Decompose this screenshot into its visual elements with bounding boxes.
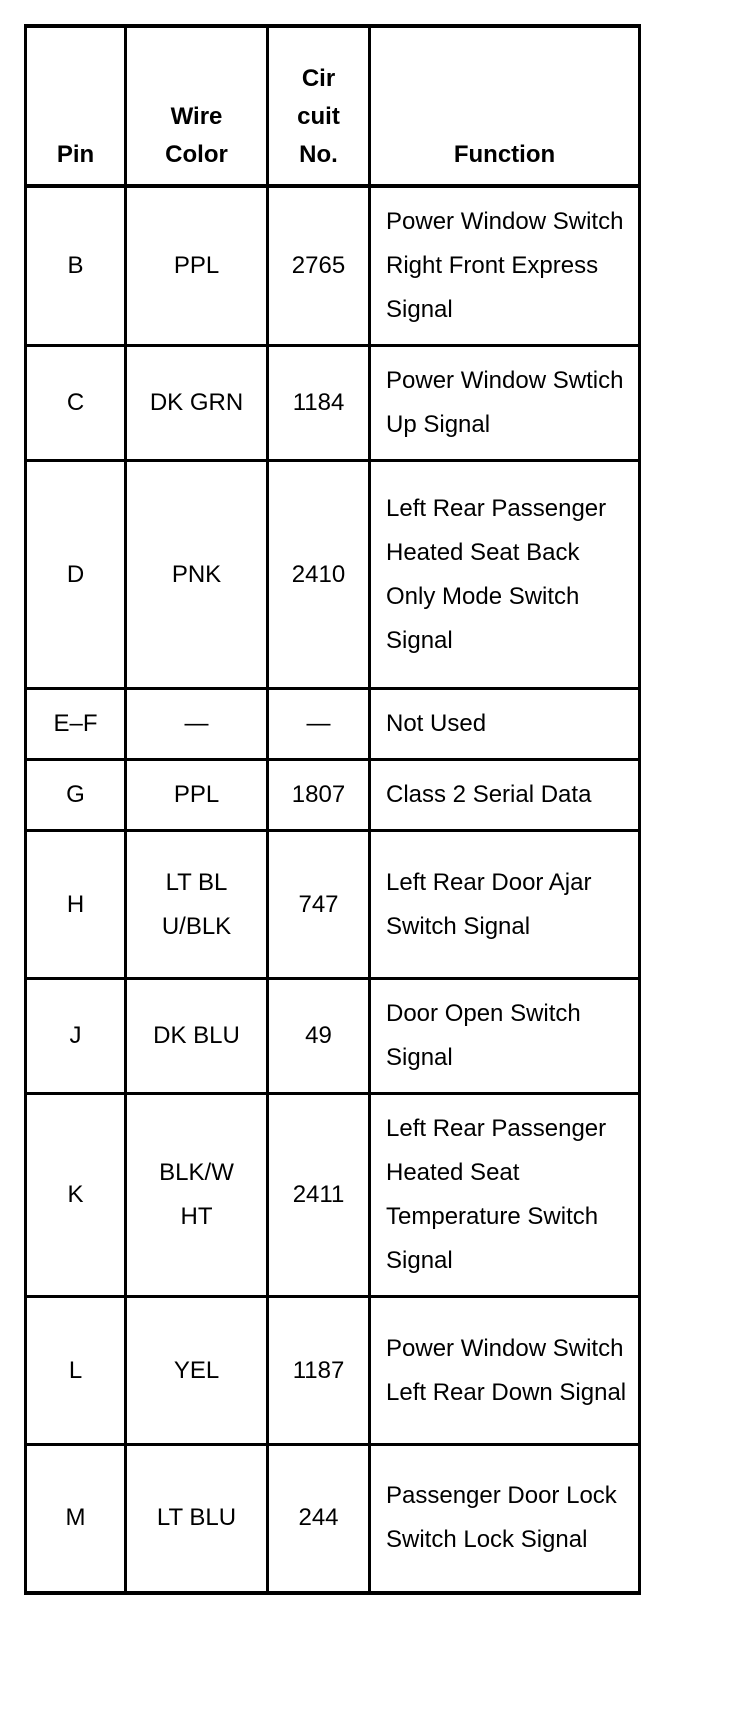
table-row	[26, 346, 640, 461]
wire-color-value: PPL	[173, 252, 220, 279]
header-pin: Pin	[26, 26, 126, 186]
pin-cell: G	[26, 760, 126, 831]
function-cell: Power Window Switch Right Front Express Signal	[370, 186, 640, 346]
pin-cell: D	[26, 461, 126, 689]
circuit-cell: 1184	[268, 346, 370, 461]
wire-color-value: —	[184, 710, 209, 737]
pin-cell: J	[26, 979, 126, 1094]
circuit-cell: —	[268, 689, 370, 760]
function-cell: Left Rear Door Ajar Switch Signal	[370, 831, 640, 979]
circuit-cell: 1187	[268, 1297, 370, 1445]
table-row	[26, 689, 640, 760]
wire-color-value: PNK	[171, 560, 222, 588]
function-cell: Class 2 Serial Data	[370, 760, 640, 831]
pin-cell: B	[26, 186, 126, 346]
function-cell: Passenger Door Lock Switch Lock Signal	[370, 1445, 640, 1593]
table-row	[26, 1445, 640, 1593]
wire-color-value: BLK/WHT	[159, 1159, 234, 1230]
function-cell: Door Open Switch Signal	[370, 979, 640, 1094]
table-row	[26, 1094, 640, 1297]
circuit-cell: 2765	[268, 186, 370, 346]
circuit-cell: 2410	[268, 461, 370, 689]
wire-color-cell	[126, 760, 268, 831]
wire-color-cell	[126, 1094, 268, 1297]
function-cell: Power Window Switch Left Rear Down Signal	[370, 1297, 640, 1445]
wire-color-cell	[126, 461, 268, 689]
wire-color-value: DK GRN	[149, 389, 244, 416]
wire-color-value: LT BLU	[156, 1504, 237, 1532]
table-row	[26, 760, 640, 831]
wire-color-cell	[126, 689, 268, 760]
circuit-cell: 244	[268, 1445, 370, 1593]
wire-color-cell	[126, 186, 268, 346]
wire-color-value: PPL	[173, 781, 220, 808]
header-wire-color-label: Wire Color	[165, 103, 228, 168]
table-row	[26, 1297, 640, 1445]
header-wire-color	[126, 26, 268, 186]
wire-color-cell	[126, 1445, 268, 1593]
function-cell: Left Rear Passenger Heated Seat Temperature Switch Signal	[370, 1094, 640, 1297]
header-circuit-no	[268, 26, 370, 186]
circuit-cell: 2411	[268, 1094, 370, 1297]
table-row	[26, 461, 640, 689]
pin-cell: C	[26, 346, 126, 461]
function-cell: Left Rear Passenger Heated Seat Back Only Mode Switch Signal	[370, 461, 640, 689]
pin-cell: L	[26, 1297, 126, 1445]
wire-color-value: YEL	[173, 1356, 220, 1384]
pin-cell: H	[26, 831, 126, 979]
wire-color-cell	[126, 346, 268, 461]
connector-table-wrapper	[24, 24, 641, 1595]
header-circuit-line-3: No.	[299, 141, 338, 168]
wire-color-value: DK BLU	[153, 1022, 240, 1049]
table-header-row	[26, 26, 640, 186]
header-circuit-line-1: Cir	[301, 65, 336, 92]
circuit-cell: 747	[268, 831, 370, 979]
pin-cell: K	[26, 1094, 126, 1297]
circuit-cell: 49	[268, 979, 370, 1094]
wire-color-cell	[126, 979, 268, 1094]
circuit-cell: 1807	[268, 760, 370, 831]
header-function: Function	[370, 26, 640, 186]
wire-color-cell	[126, 1297, 268, 1445]
table-body	[26, 186, 640, 1593]
pin-cell: M	[26, 1445, 126, 1593]
header-circuit-line-2: cuit	[297, 103, 340, 130]
function-cell: Power Window Swtich Up Signal	[370, 346, 640, 461]
pin-cell: E–F	[26, 689, 126, 760]
connector-pinout-table	[24, 24, 641, 1595]
table-row	[26, 831, 640, 979]
table-row	[26, 979, 640, 1094]
table-row	[26, 186, 640, 346]
wire-color-cell	[126, 831, 268, 979]
function-cell: Not Used	[370, 689, 640, 760]
wire-color-value: LT BLU/BLK	[161, 868, 232, 940]
